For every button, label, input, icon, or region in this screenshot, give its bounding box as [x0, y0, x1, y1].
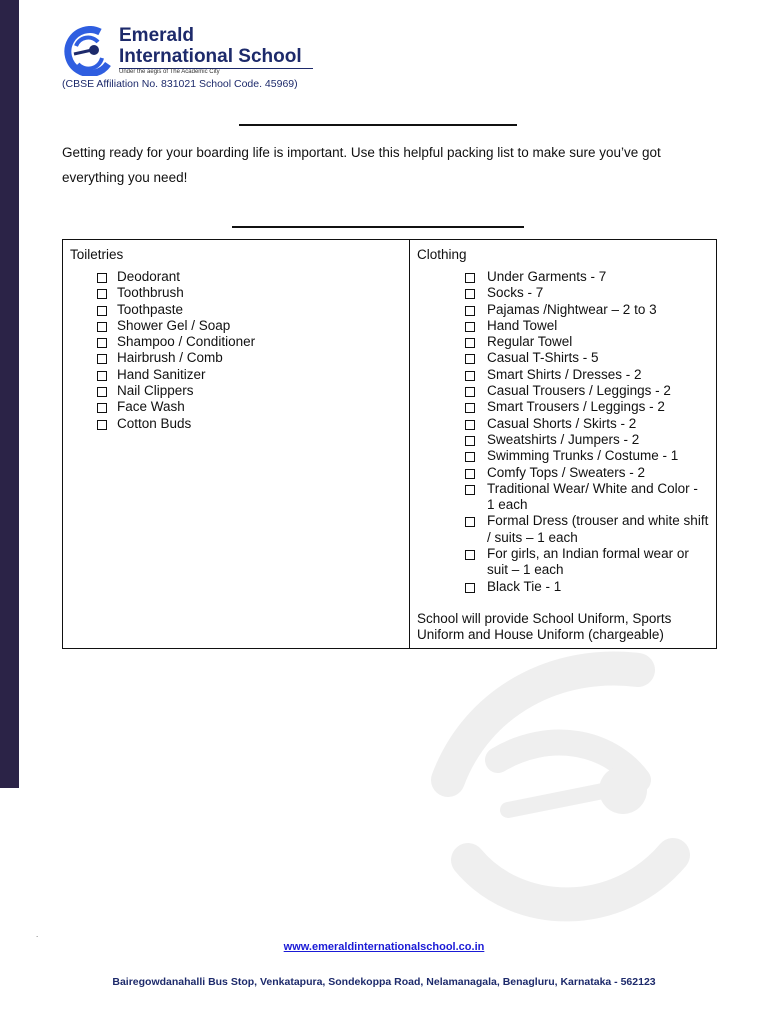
clothing-item-label: Sweatshirts / Jumpers - 2: [487, 431, 640, 447]
checkbox-icon[interactable]: [97, 289, 107, 299]
toiletries-column: [63, 240, 410, 649]
toiletries-item: [70, 334, 402, 350]
emerald-logo-icon: [62, 26, 114, 76]
uniform-note: School will provide School Uniform, Sports Uniform and House Uniform (chargeable): [417, 610, 672, 643]
clothing-item: [417, 269, 709, 285]
affiliation-text: (CBSE Affiliation No. 831021 School Code. 45969): [62, 78, 298, 90]
checkbox-icon[interactable]: [465, 371, 475, 381]
clothing-item-label: Hand Towel: [487, 317, 558, 333]
toiletries-item: [70, 318, 402, 334]
toiletries-item: [70, 383, 402, 399]
checkbox-icon[interactable]: [465, 322, 475, 332]
clothing-item: [417, 302, 709, 318]
school-address: Bairegowdanahalli Bus Stop, Venkatapura, Sondekoppa Road, Nelamanagala, Benagluru, Karnataka - 562123: [112, 976, 656, 988]
checkbox-icon[interactable]: [97, 420, 107, 430]
toiletries-item-label: Toothpaste: [117, 301, 184, 317]
clothing-item: [417, 334, 709, 350]
intro-paragraph: Getting ready for your boarding life is important. Use this helpful packing list to make sure you’ve got everything you need!: [62, 145, 661, 185]
checkbox-icon[interactable]: [465, 452, 475, 462]
toiletries-item-label: Shampoo / Conditioner: [117, 334, 256, 350]
clothing-item: [417, 465, 709, 481]
website: [0, 941, 768, 953]
toiletries-item: [70, 399, 402, 415]
toiletries-item-label: Face Wash: [117, 399, 185, 415]
clothing-item: [417, 546, 709, 579]
clothing-item-label: Comfy Tops / Sweaters - 2: [487, 464, 646, 480]
toiletries-item: [70, 269, 402, 285]
checkbox-icon[interactable]: [465, 289, 475, 299]
clothing-item: [417, 448, 709, 464]
checkbox-icon[interactable]: [97, 354, 107, 364]
clothing-item-label: Casual Trousers / Leggings - 2: [487, 383, 671, 399]
toiletries-item-label: Deodorant: [117, 269, 181, 284]
clothing-item: [417, 416, 709, 432]
toiletries-item-label: Cotton Buds: [117, 415, 192, 431]
brand-name-line2: International School: [119, 46, 302, 67]
title-rule-bottom: [232, 226, 524, 228]
checkbox-icon[interactable]: [465, 403, 475, 413]
clothing-item-label: Pajamas /Nightwear – 2 to 3: [487, 301, 657, 317]
toiletries-item: [70, 302, 402, 318]
brand-name-line1: Emerald: [119, 25, 194, 46]
checkbox-icon[interactable]: [465, 436, 475, 446]
clothing-item-label: Traditional Wear/ White and Color - 1 each: [487, 480, 698, 513]
clothing-item: [417, 350, 709, 366]
clothing-item-label: Smart Shirts / Dresses - 2: [487, 366, 642, 382]
clothing-item-label: Swimming Trunks / Costume - 1: [487, 448, 679, 464]
toiletries-item-label: Toothbrush: [117, 285, 184, 301]
checkbox-icon[interactable]: [465, 469, 475, 479]
clothing-item: [417, 367, 709, 383]
checkbox-icon[interactable]: [97, 322, 107, 332]
checkbox-icon[interactable]: [465, 420, 475, 430]
clothing-item-label: Casual Shorts / Skirts - 2: [487, 415, 637, 431]
toiletries-item-label: Hairbrush / Comb: [117, 350, 223, 366]
checkbox-icon[interactable]: [465, 354, 475, 364]
checkbox-icon[interactable]: [465, 338, 475, 348]
clothing-list: [417, 269, 709, 595]
school-logo: [62, 26, 322, 76]
clothing-item: [417, 481, 709, 514]
clothing-item: [417, 383, 709, 399]
website-link[interactable]: www.emeraldinternationalschool.co.in: [283, 941, 485, 953]
toiletries-item: [70, 367, 402, 383]
clothing-item: [417, 399, 709, 415]
toiletries-item-label: Nail Clippers: [117, 383, 194, 399]
clothing-item-label: Black Tie - 1: [487, 578, 562, 594]
toiletries-item: [70, 285, 402, 301]
clothing-item-label: Under Garments - 7: [487, 269, 607, 284]
clothing-column: [410, 240, 717, 649]
clothing-item-label: Regular Towel: [487, 334, 573, 350]
clothing-item: [417, 285, 709, 301]
clothing-item-label: Socks - 7: [487, 285, 544, 301]
checkbox-icon[interactable]: [465, 517, 475, 527]
brand-tagline: Under the aegis of The Academic City: [119, 69, 220, 75]
toiletries-item-label: Shower Gel / Soap: [117, 317, 231, 333]
clothing-item: [417, 432, 709, 448]
toiletries-item: [70, 416, 402, 432]
clothing-item: [417, 318, 709, 334]
clothing-item: [417, 513, 709, 546]
toiletries-list: [70, 269, 402, 432]
clothing-item-label: For girls, an Indian formal wear or suit – 1 each: [487, 546, 689, 578]
logo-watermark-icon: [408, 640, 708, 930]
clothing-item-label: Smart Trousers / Leggings - 2: [487, 399, 665, 415]
checkbox-icon[interactable]: [97, 273, 107, 283]
checkbox-icon[interactable]: [97, 387, 107, 397]
toiletries-heading: Toiletries: [70, 247, 124, 262]
clothing-heading: Clothing: [417, 247, 467, 262]
packing-list-table: [62, 239, 717, 649]
checkbox-icon[interactable]: [97, 338, 107, 348]
checkbox-icon[interactable]: [465, 583, 475, 593]
footer-dot: .: [36, 930, 39, 939]
toiletries-item-label: Hand Sanitizer: [117, 366, 206, 382]
checkbox-icon[interactable]: [465, 485, 475, 495]
toiletries-item: [70, 350, 402, 366]
clothing-item-label: Casual T-Shirts - 5: [487, 350, 599, 366]
checkbox-icon[interactable]: [97, 371, 107, 381]
checkbox-icon[interactable]: [97, 403, 107, 413]
checkbox-icon[interactable]: [465, 306, 475, 316]
checkbox-icon[interactable]: [97, 306, 107, 316]
checkbox-icon[interactable]: [465, 387, 475, 397]
checkbox-icon[interactable]: [465, 550, 475, 560]
title-rule-top: [239, 124, 517, 126]
clothing-item-label: Formal Dress (trouser and white shift / suits – 1 each: [487, 513, 709, 545]
clothing-item: [417, 579, 709, 595]
checkbox-icon[interactable]: [465, 273, 475, 283]
side-accent-bar: [0, 0, 19, 788]
